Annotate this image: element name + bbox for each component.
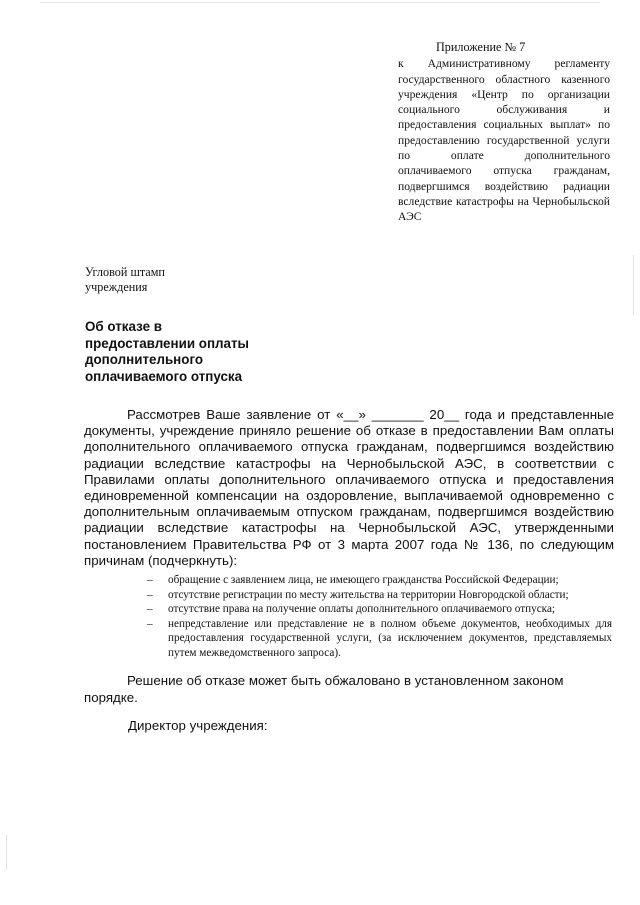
scan-mark-right bbox=[633, 255, 634, 315]
main-paragraph-block bbox=[84, 407, 614, 569]
reason-item: – непредставление или представление не в полном объеме документов, необходимых для предоставления государственной услуги, (за исключением документов, представляемых путем межведомственного запроса). bbox=[147, 617, 612, 660]
corner-stamp-label bbox=[85, 265, 165, 295]
subject-line-3: дополнительного bbox=[85, 352, 204, 367]
appendix-text: к Административному регламенту государственного областного казенного учреждения «Центр по организации социального обслуживания и предоставления социальных выплат» по предоставлению государственной услуги по оплате дополнительного оплачиваемого отпуска гражданам, подвергшимся воздействию радиации вследствие катастрофы на Чернобыльской АЭС bbox=[398, 57, 610, 224]
stamp-line-2: учреждения bbox=[85, 280, 148, 294]
reason-item: – обращение с заявлением лица, не имеющего гражданства Российской Федерации; bbox=[147, 573, 612, 587]
subject-line-1: Об отказе в bbox=[85, 319, 163, 334]
document-subject bbox=[85, 319, 285, 385]
scan-mark-top bbox=[40, 2, 600, 3]
signature-label: Директор учреждения: bbox=[128, 718, 268, 733]
scan-mark-left bbox=[6, 835, 7, 870]
reasons-list bbox=[147, 573, 612, 660]
subject-line-2: предоставлении оплаты bbox=[85, 335, 249, 351]
appendix-block bbox=[398, 40, 610, 225]
appeal-paragraph: Решение об отказе может быть обжаловано в установленном законом порядке. bbox=[84, 673, 564, 705]
appeal-block bbox=[84, 672, 614, 706]
main-paragraph: Рассмотрев Ваше заявление от «__» _______ 20__ года и представленные документы, учреждение приняло решение об отказе в предоставлении Вам оплаты дополнительного оплачиваемого отпуска гражданам, подвергшимся воздействию радиации вследствие катастрофы на Чернобыльской АЭС, в соответствии с Правилами оплаты дополнительного оплачиваемого отпуска и предоставления единовременной компенсации на оздоровление, выплачиваемой одновременно с дополнительным оплачиваемым отпуском гражданам, подвергшимся воздействию радиации вследствие катастрофы на Чернобыльской АЭС, утвержденными постановлением Правительства РФ от 3 марта 2007 года № 136, по следующим причинам (подчеркнуть): bbox=[84, 407, 614, 568]
stamp-line-1: Угловой штамп bbox=[85, 265, 165, 279]
subject-line-4: оплачиваемого отпуска bbox=[85, 368, 243, 384]
reason-item: – отсутствие права на получение оплаты дополнительного оплачиваемого отпуска; bbox=[147, 602, 612, 616]
appendix-title: Приложение № 7 bbox=[436, 40, 526, 54]
reason-item: – отсутствие регистрации по месту жительства на территории Новгородской области; bbox=[147, 588, 612, 602]
